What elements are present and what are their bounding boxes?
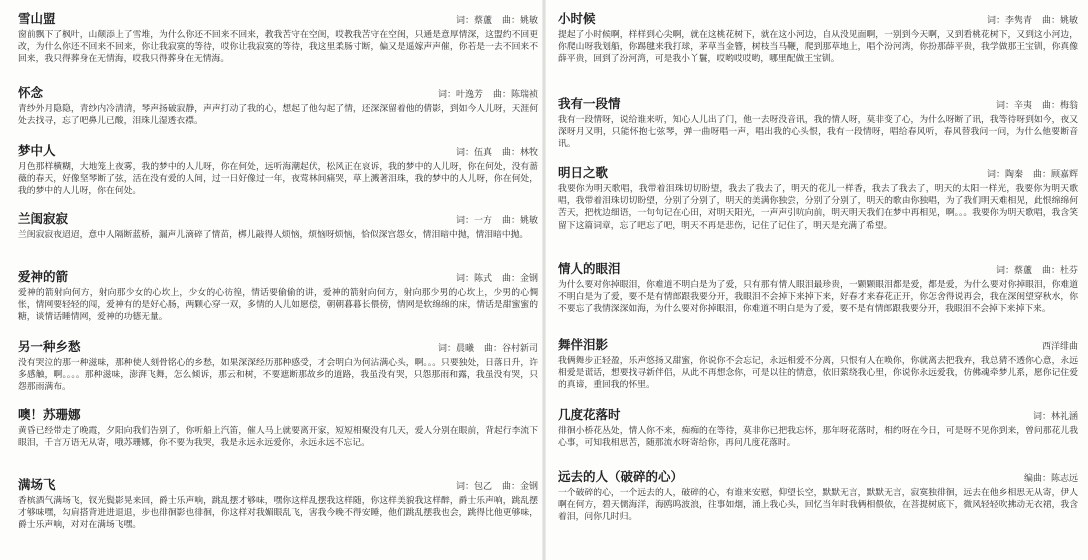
song-lyrics: 一个破碎的心，一个远去的人，破碎的心，有谁来安慰，仰望长空，默默无言，默默无言，寂寞独徘徊，远去在他乡相思无从寄，伊人啊在何方，碧天儒海洋，海鸥呜波浪，往事如烟，涌上我心头，回忆当年时我俩相偎依，在菩提树底下，微风轻轻吹拂动无衣裙，我含着泪，问你几时归。 — [558, 488, 1078, 523]
lyricist-credit: 词：林礼涵 — [1032, 412, 1078, 422]
song-title: 明日之歌 — [558, 165, 609, 180]
song-lyrics: 爱神的箭射向何方，射向那少女的心坎上，少女的心彷徨，情话要偷偷的讲，爱神的箭射向何方，射向那少男的心坎上，少男的心惆怅，情网要轻轻的闯，爱神有的是好心肠，两颗心穿一双，多情的人儿如愿偿，朝朝暮暮长偎傍，情网是软绵绵的床，情话是甜蜜蜜的糖，谈情话睡情网，爱神的功德无量。 — [18, 288, 538, 323]
composer-credit: 曲：金钢 — [501, 274, 538, 284]
song-credits — [1033, 409, 1078, 422]
song-credits — [987, 167, 1078, 180]
music-credit: 西洋绯曲 — [1041, 342, 1078, 352]
lyricist-credit: 词：李隽青 — [986, 16, 1032, 26]
song-title: 舞伴泪影 — [558, 337, 609, 352]
song-block — [558, 338, 1078, 392]
song-lyrics: 为什么要对你掉眼泪，你难道不明白是为了爱，只有那有情人眼泪最珍贵，一颗颗眼泪都是爱，都是爱，为什么要对你掉眼泪，你难道不明白是为了爱，要不是有情郎跟我要分开，我眼泪不会掉下来掉下来，好春才来春花正开，你怎舍得说再会，我在深闺望穿秋水，你不要忘了我情深深如海，为什么要对你掉眼泪，你难道不明白是为了爱，要不是有情郎跟我要分开，我眼泪不会掉下来掉下来。 — [558, 280, 1078, 315]
lyricist-credit: 词：蔡蘆 — [995, 266, 1032, 276]
song-lyrics: 我要你为明天歌唱，我带着泪珠切切盼望，我去了我去了，明天的花儿一样香，我去了我去了，明天的太阳一样光，我要你为明天歌唱，我带着泪珠切切盼望，分别了分别了，明天的美满你独尝，分别了分别了，明天的歌由你独唱，为了我们明天难相见，此恨绵绵何苦天，把枕边细语，一句句记在心田，对明天阳光，一声声引吭向前，明天明天我们在梦中再相见，啊。。。我要你为明天歌唱，我含笑留下这篇词章，忘了吧忘了吧，明天不再是悲伤，记住了记住了，明天是充满了希望。 — [558, 184, 1078, 231]
song-lyrics: 我俩舞步正轻盈，乐声悠扬又甜蜜，你说你不会忘记，永远相爱不分离，只恨有人在唤你，你就离去把我弃，我总猜不透你心意，永远相爱是谎话，想要找寻新伴侣，从此不再想念你，可是以往的情意，依旧萦绕我心里，你说你永远爱我，仿佛魂牵梦儿系，愿你记住爱的真谛，重回我的怀里。 — [558, 356, 1078, 391]
lyricist-credit: 词：晨曦 — [437, 344, 474, 354]
song-block — [18, 478, 538, 532]
song-credits — [456, 213, 538, 226]
song-title: 兰闺寂寂 — [18, 211, 69, 226]
song-title: 远去的人（破碎的心） — [558, 469, 684, 484]
song-title: 梦中人 — [18, 143, 56, 158]
lyricist-credit: 词：一方 — [455, 216, 492, 226]
song-block — [18, 270, 538, 324]
song-title: 情人的眼泪 — [558, 261, 621, 276]
song-lyrics: 窗前飘下了枫叶，山颠添上了雪堆，为什么你还不回来不回来，教我苦守在空闺，哎教我苦守在空闺，只通是意厚情深，这盟约不回更改，为什么你还不回来不回来，你让我寂寞的等待，哎你让我寂寞的等待，我这里柔肠寸断，偏又是遥嫁声声催，你若是一去不回来不回来，我只得葬身在无情海，哎我只得葬身在无情海。 — [18, 30, 538, 65]
song-block — [558, 470, 1078, 524]
composer-credit: 曲：顾嘉辉 — [1032, 170, 1078, 180]
song-lyrics: 黄昏已经带走了晚霞，夕阳向我们告别了，你听船上汽笛，催人马上就要离开家，短短相聚没有几天，爱人分别在眼前，背起行李流下眼泪，千言万语无从寄，哦苏珊娜，你不要为我哭，我是永远永远爱你，永远永远不忘记。 — [18, 426, 538, 449]
composer-credit: 曲：姚敏 — [501, 16, 538, 26]
song-credits — [456, 13, 538, 26]
composer-credit: 曲：姚敏 — [1041, 16, 1078, 26]
lyricist-credit: 词：辛夷 — [995, 101, 1032, 111]
right-page — [544, 0, 1088, 560]
song-title: 爱神的箭 — [18, 269, 69, 284]
song-credits — [438, 341, 538, 354]
lyricist-credit: 词：陈式 — [455, 274, 492, 284]
lyricist-credit: 词：叶逸芳 — [437, 90, 483, 100]
song-credits — [1042, 339, 1078, 352]
song-title: 小时候 — [558, 11, 596, 26]
song-block — [558, 166, 1078, 232]
song-lyrics: 香槟酒气满场飞，钗光鬓影晃来回，爵士乐声响，跳乱摆才够味，嘿你这样乱摆我这样随，你这样美貌我这样醉，爵士乐声响，跳乱摆才够味嘿，勾肩搭背进进退退，步也徘徊影也徘徊，你这样对我媚眼乱飞，害我今晚不得安睡，他们跳乱摆我也会，跳得比他更够味，爵士乐声响，对对在满场飞嘿。 — [18, 496, 538, 531]
lyricist-credit: 词：包乙 — [455, 482, 492, 492]
song-title: 几度花落时 — [558, 407, 621, 422]
song-title: 噢！苏珊娜 — [18, 407, 81, 422]
song-lyrics: 月色那样横糊，大地笼上夜雾，我的梦中的人儿呀，你在何处，远听海潮起伏，松风正在哀诉，我的梦中的人儿呀，你在何处，没有蔷薇的春天，好像坚琴断了弦，活在没有爱的人间，过一日好像过一年，夜莺林间痛哭，草上溅著泪珠，我的梦中的人儿呀，你在何处，我的梦中的人儿呀，你在何处。 — [18, 162, 538, 197]
composer-credit: 曲：杜芬 — [1041, 266, 1078, 276]
song-credits — [996, 263, 1078, 276]
arranger-credit: 编曲：陈志远 — [1023, 474, 1078, 484]
song-credits — [438, 87, 538, 100]
song-title: 满场飞 — [18, 477, 56, 492]
lyricist-credit: 词：伍真 — [455, 148, 492, 158]
song-title: 雪山盟 — [18, 11, 56, 26]
song-block — [18, 408, 538, 449]
song-block — [558, 12, 1078, 66]
song-lyrics: 没有哭泣的那一种滋味，那种使人刻骨铭心的乡愁，如果深深经历那种感受，才会明白为何沾满心头，啊。。。只要独处，日落日升，许多感触，啊。。。。那种滋味，澎湃飞舞，怎么倾诉，那云和树，不要遮断那故乡的道路，我虽没有哭，只怨那雨和露，我虽没有哭，只怨那雨满布。 — [18, 358, 538, 393]
composer-credit: 曲：林牧 — [501, 148, 538, 158]
composer-credit: 曲：金钢 — [501, 482, 538, 492]
song-credits — [456, 479, 538, 492]
song-lyrics: 青纱外月隐隐，青纱内冷清清，琴声扬破寂静，声声打动了我的心，想起了他勾起了情，还深深留着他的倩影，到如今人儿呀，天涯何处去找寻，忘了吧鼻儿已酸，泪珠儿湿透衣襟。 — [18, 104, 538, 127]
song-block — [18, 212, 538, 241]
song-lyrics: 我有一段情呀，说给谁来听，知心人儿出了门，他一去呀没音讯，我的情人呀，莫非变了心，为什么呀断了讯，我等待呀到如今，夜又深呀月又明，只能怀抱七弦琴，弹一曲呀唱一声，唱出我的心头恨，我有一段情呀，唱给春风听，春风替我问一问，为什么他要断音讯。 — [558, 115, 1078, 150]
song-block — [18, 12, 538, 66]
song-credits — [987, 13, 1078, 26]
composer-credit: 曲：陈瑞祯 — [492, 90, 538, 100]
lyricist-credit: 词：陶秦 — [986, 170, 1023, 180]
song-block — [558, 408, 1078, 449]
lyricist-credit: 词：蔡蘆 — [455, 16, 492, 26]
song-title: 另一种乡愁 — [18, 339, 81, 354]
composer-credit: 曲：梅翁 — [1041, 101, 1078, 111]
song-block — [18, 340, 538, 394]
composer-credit: 曲：谷村新司 — [483, 344, 538, 354]
song-title: 我有一段情 — [558, 96, 621, 111]
song-lyrics: 提起了小时候啊，样样到心尖啊，就在这桃花树下，就在这小河边，自从没见面啊，一别到今天啊，又到看桃花树下，又到这小河边，你爬山呀我划船，你踢毽来我打球，茅草当金簪，树枝当马鞭，爬到那草地上，唱个汾河湾，你扮那薛平贵，我学做那王宝钏，你真像薛平贵，回到了汾河湾，可是我小丫鬟，哎哟哎哎哟，哪里配做王宝钏。 — [558, 30, 1078, 65]
song-block — [558, 262, 1078, 316]
song-credits — [456, 271, 538, 284]
song-credits — [1024, 471, 1078, 484]
song-credits — [996, 98, 1078, 111]
song-lyrics: 徘徊小桥花丛处，情人你不来，痴痴的在等待，莫非你已把我忘怀，那年呀花落时，相约呀在今日，可是呀不见你到来，曾问那花儿我心事，可知我相思苦，随那流水呀寄给你，再问几度花落时。 — [558, 426, 1078, 449]
song-lyrics: 兰闺寂寂夜迢迢，意中人隔断蓝桥，漏声儿滴碎了情苗，梆儿敲得人烦恼，烦恼呀烦恼，恰似深宫怨女，情泪暗中抛，情泪暗中抛。 — [18, 230, 529, 240]
composer-credit: 曲：姚敏 — [501, 216, 538, 226]
song-block — [558, 97, 1078, 151]
song-block — [18, 86, 538, 127]
song-title: 怀念 — [18, 85, 44, 100]
song-block — [18, 144, 538, 198]
song-credits — [456, 145, 538, 158]
